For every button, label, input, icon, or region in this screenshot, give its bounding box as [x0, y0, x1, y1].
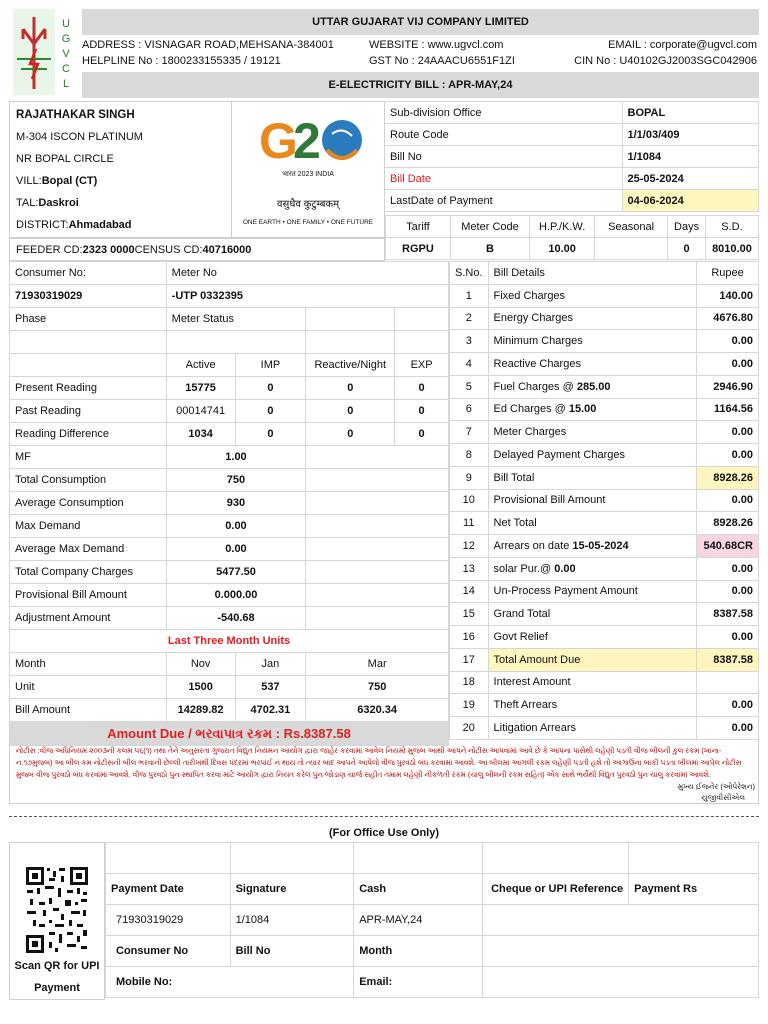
bill-row-number: 17	[450, 648, 489, 671]
reading-value: 0	[306, 400, 395, 423]
bill-row-amount: 0.00	[697, 694, 759, 717]
office-row	[385, 190, 759, 212]
bill-row-label-text: solar Pur.@	[493, 562, 555, 575]
bill-row-number: 18	[450, 671, 489, 694]
bill-row	[450, 603, 759, 626]
payment-rs-label: Payment Rs	[629, 874, 759, 905]
company-name: UTTAR GUJARAT VIJ COMPANY LIMITED	[312, 16, 529, 28]
bill-row-label-text: Theft Arrears	[493, 699, 558, 712]
bill-row-amount: 0.00	[697, 489, 759, 512]
bill-row-label	[488, 398, 697, 421]
summary-value: 0.00	[166, 515, 306, 538]
reading-value: 0	[235, 423, 306, 446]
office-row-label: Sub-division Office	[385, 102, 622, 124]
g20-motto-hindi: वसुधैव कुटुम्बकम्	[276, 199, 340, 210]
bill-row-amount: 8387.58	[697, 603, 759, 626]
bill-row-number: 14	[450, 580, 489, 603]
cheque-upi-label: Cheque or UPI Reference	[483, 874, 629, 905]
company-website[interactable]: WEBSITE : www.ugvcl.com	[369, 39, 504, 51]
tariff-value	[595, 238, 668, 260]
bill-row-label	[488, 375, 697, 398]
gst-number: GST No : 24AAACU6551F1ZI	[369, 55, 515, 67]
mobile-label: Mobile No:	[106, 967, 354, 998]
bill-row-number: 10	[450, 489, 489, 512]
reading-value: 0	[306, 423, 395, 446]
office-details-table	[385, 101, 759, 212]
customer-village: VILL:Bopal (CT)	[16, 175, 98, 187]
summary-value: 5477.50	[166, 561, 306, 584]
bill-row-label-text: Delayed Payment Charges	[493, 448, 625, 461]
bill-row-label-text: Minimum Charges	[493, 335, 583, 348]
reading-value: 00014741	[166, 400, 235, 423]
notice-signatory: મુખ્ય ઈજનેર (ઓપેરેશન)	[677, 782, 755, 791]
customer-address-2: NR BOPAL CIRCLE	[16, 153, 114, 165]
tariff-table	[385, 215, 759, 260]
office-row	[385, 146, 759, 168]
bill-row-amount: 0.00	[697, 580, 759, 603]
office-row	[385, 168, 759, 190]
bill-row-label	[488, 535, 697, 558]
bill-row	[450, 489, 759, 512]
office-row-value: 1/1084	[622, 146, 759, 168]
meter-row	[10, 377, 449, 400]
bill-row-label	[488, 717, 697, 740]
bill-row-label-text: Ed Charges @	[493, 403, 569, 416]
tariff-header: Meter Code	[450, 216, 529, 238]
bill-row-label-text: Total Amount Due	[493, 653, 581, 666]
cut-line	[9, 816, 759, 817]
amount-due-banner: Amount Due / ભરવાપાત્ર રકમ : Rs.8387.58	[10, 722, 449, 746]
office-row-label: Bill Date	[385, 168, 622, 190]
bill-row-amount: 8928.26	[697, 466, 759, 489]
meter-row	[10, 607, 449, 630]
bill-row	[450, 466, 759, 489]
meter-row	[10, 676, 449, 699]
qr-label-1: Scan QR for UPI	[14, 960, 100, 972]
bill-row-label	[488, 694, 697, 717]
bill-row-rate: 15-05-2024	[572, 539, 629, 552]
bill-row-number: 8	[450, 444, 489, 467]
office-consumer-no: 71930319029	[106, 905, 231, 936]
meter-row	[10, 469, 449, 492]
bill-row-label-text: Provisional Bill Amount	[493, 494, 606, 507]
month-name: Mar	[306, 653, 449, 676]
office-row-value: 1/1/03/409	[622, 124, 759, 146]
payment-date-label: Payment Date	[106, 874, 231, 905]
consumer-no-label: Consumer No:	[10, 262, 167, 285]
bill-row-amount	[697, 671, 759, 694]
bill-row-label	[488, 580, 697, 603]
phase-label: Phase	[10, 308, 167, 331]
bill-row-number: 4	[450, 353, 489, 376]
bill-row-number: 19	[450, 694, 489, 717]
reading-header: IMP	[235, 354, 306, 377]
bill-header: Bill Details	[488, 262, 697, 285]
reading-value: 0	[395, 400, 449, 423]
tariff-value: 8010.00	[705, 238, 758, 260]
bill-row-label	[488, 353, 697, 376]
notice-box	[9, 740, 759, 804]
bill-row	[450, 444, 759, 467]
meter-table	[9, 261, 449, 746]
bill-title: E-ELECTRICITY BILL : APR-MAY,24	[328, 79, 513, 91]
bill-row	[450, 307, 759, 330]
tariff-header: S.D.	[705, 216, 758, 238]
summary-label: Total Consumption	[10, 469, 167, 492]
meter-row	[10, 561, 449, 584]
bill-row-label-text: Net Total	[493, 517, 537, 530]
office-row-label: Route Code	[385, 124, 622, 146]
bill-row-label	[488, 284, 697, 307]
reading-value: 0	[306, 377, 395, 400]
qr-label-2: Payment	[34, 982, 80, 994]
office-row-label: LastDate of Payment	[385, 190, 622, 212]
meter-row	[10, 584, 449, 607]
company-address: ADDRESS : VISNAGAR ROAD,MEHSANA-384001	[82, 39, 334, 51]
bill-row-label	[488, 512, 697, 535]
bill-details-table	[449, 261, 759, 740]
meter-row	[10, 630, 449, 653]
reading-label: Past Reading	[10, 400, 167, 423]
bill-no-label: Bill No	[230, 936, 354, 967]
bill-row-label	[488, 557, 697, 580]
bill-row	[450, 557, 759, 580]
reading-label: Reading Difference	[10, 423, 167, 446]
bill-row-label	[488, 603, 697, 626]
summary-label: Average Consumption	[10, 492, 167, 515]
bill-row-rate: 285.00	[576, 380, 611, 393]
bill-row-number: 2	[450, 307, 489, 330]
customer-address-1: M-304 ISCON PLATINUM	[16, 131, 143, 143]
summary-value: 1.00	[166, 446, 306, 469]
reading-label: Present Reading	[10, 377, 167, 400]
bill-row-label-text: Reactive Charges	[493, 357, 581, 370]
summary-label: MF	[10, 446, 167, 469]
bill-row	[450, 717, 759, 740]
bill-row-amount: 0.00	[697, 330, 759, 353]
bill-row-label	[488, 626, 697, 649]
office-row-value: 25-05-2024	[622, 168, 759, 190]
bill-row-amount: 2946.90	[697, 375, 759, 398]
summary-label: Average Max Demand	[10, 538, 167, 561]
reading-header: Active	[166, 354, 235, 377]
tariff-value: 0	[668, 238, 706, 260]
meter-row	[10, 262, 449, 285]
bill-header: Rupee	[697, 262, 759, 285]
helpline: HELPLINE No : 1800233155335 / 19121	[82, 55, 281, 67]
tariff-header: Tariff	[386, 216, 451, 238]
month-unit: 537	[235, 676, 306, 699]
g20-motto: ONE EARTH • ONE FAMILY • ONE FUTURE	[242, 219, 374, 226]
customer-district: DISTRICT:Ahmadabad	[16, 219, 132, 231]
g20-sub: भारत 2023 INDIA	[282, 171, 334, 178]
svg-text:G: G	[259, 113, 298, 166]
bill-row-label-text: Un-Process Payment Amount	[493, 585, 638, 598]
office-row-label: Bill No	[385, 146, 622, 168]
bill-amount-label: Bill Amount	[10, 699, 167, 722]
month-bill-amount: 4702.31	[235, 699, 306, 722]
bill-row-label-text: Govt Relief	[493, 630, 548, 643]
bill-row	[450, 580, 759, 603]
bill-row-label	[488, 421, 697, 444]
bill-row-label	[488, 307, 697, 330]
bill-row-label-text: Arrears on date	[493, 539, 573, 552]
bill-row	[450, 421, 759, 444]
summary-label: Total Company Charges	[10, 561, 167, 584]
month-name: Jan	[235, 653, 306, 676]
meter-row	[10, 446, 449, 469]
meter-row	[10, 492, 449, 515]
bill-row-label	[488, 648, 697, 671]
office-row-value: 04-06-2024	[622, 190, 759, 212]
summary-value: 930	[166, 492, 306, 515]
reading-header: EXP	[395, 354, 449, 377]
month-unit: 750	[306, 676, 449, 699]
summary-value: 0.00	[166, 538, 306, 561]
signature-label: Signature	[230, 874, 354, 905]
tariff-value: 10.00	[530, 238, 595, 260]
bill-row-amount: 0.00	[697, 444, 759, 467]
office-bill-no: 1/1084	[230, 905, 354, 936]
bill-row-amount: 0.00	[697, 353, 759, 376]
bill-row-amount: 540.68CR	[697, 535, 759, 558]
office-row	[385, 124, 759, 146]
office-month: APR-MAY,24	[354, 905, 483, 936]
svg-text:2: 2	[293, 113, 321, 166]
reading-value: 0	[235, 400, 306, 423]
reading-value: 15775	[166, 377, 235, 400]
bill-row	[450, 353, 759, 376]
bill-row-number: 6	[450, 398, 489, 421]
bill-row-amount: 8928.26	[697, 512, 759, 535]
summary-value: 0.000.00	[166, 584, 306, 607]
bill-row-label	[488, 466, 697, 489]
summary-value: -540.68	[166, 607, 306, 630]
bill-row-number: 1	[450, 284, 489, 307]
bill-row	[450, 375, 759, 398]
bill-row	[450, 398, 759, 421]
reading-value: 0	[235, 377, 306, 400]
bill-row	[450, 535, 759, 558]
bill-row-number: 11	[450, 512, 489, 535]
bill-row-label-text: Bill Total	[493, 471, 535, 484]
reading-value: 0	[395, 423, 449, 446]
meter-row	[10, 423, 449, 446]
bill-header-row	[450, 262, 759, 285]
reading-value: 1034	[166, 423, 235, 446]
bill-row-number: 9	[450, 466, 489, 489]
bill-row-amount: 0.00	[697, 717, 759, 740]
meter-row	[10, 538, 449, 561]
bill-row	[450, 512, 759, 535]
bill-row-rate: 0.00	[554, 562, 576, 575]
bill-row-label-text: Fuel Charges @	[493, 380, 577, 393]
three-month-title: Last Three Month Units	[10, 630, 449, 653]
bill-row-amount: 0.00	[697, 421, 759, 444]
email-label: Email:	[354, 967, 483, 998]
cash-label: Cash	[354, 874, 483, 905]
meter-no-label: Meter No	[166, 262, 448, 285]
bill-row-label-text: Fixed Charges	[493, 289, 566, 302]
meter-row	[10, 331, 449, 354]
feeder-line: FEEDER CD:2323 0000CENSUS CD:40716000	[16, 244, 252, 256]
office-use-title: (For Office Use Only)	[328, 827, 440, 839]
meter-row	[10, 354, 449, 377]
bill-row-label	[488, 330, 697, 353]
month-bill-amount: 6320.34	[306, 699, 449, 722]
customer-name: RAJATHAKAR SINGH	[16, 109, 135, 121]
bill-row-label	[488, 489, 697, 512]
meter-row	[10, 515, 449, 538]
upi-qr-code-icon[interactable]	[11, 866, 103, 954]
summary-label: Provisional Bill Amount	[10, 584, 167, 607]
meter-row	[10, 653, 449, 676]
month-label: Month	[10, 653, 167, 676]
tariff-header: Seasonal	[595, 216, 668, 238]
bill-row	[450, 330, 759, 353]
bill-row	[450, 671, 759, 694]
tariff-value: RGPU	[386, 238, 451, 260]
bill-row	[450, 648, 759, 671]
bill-row-label	[488, 671, 697, 694]
bill-row-number: 7	[450, 421, 489, 444]
tariff-header: H.P./K.W.	[530, 216, 595, 238]
bill-row-number: 16	[450, 626, 489, 649]
tariff-value: B	[450, 238, 529, 260]
meter-row	[10, 285, 449, 308]
company-email[interactable]: EMAIL : corporate@ugvcl.com	[608, 39, 757, 51]
bill-header: S.No.	[450, 262, 489, 285]
bill-row	[450, 694, 759, 717]
bill-row-label	[488, 444, 697, 467]
office-row-value: BOPAL	[622, 102, 759, 124]
logo-letters: U G V C L	[61, 18, 71, 90]
bill-row-label-text: Litigation Arrears	[493, 721, 577, 734]
bill-row-label-text: Grand Total	[493, 608, 551, 621]
bill-row-label-text: Meter Charges	[493, 426, 567, 439]
reading-value: 0	[395, 377, 449, 400]
tariff-header: Days	[668, 216, 706, 238]
office-use-table	[105, 842, 759, 998]
month-name: Nov	[166, 653, 235, 676]
bill-row-amount: 0.00	[697, 626, 759, 649]
month-bill-amount: 14289.82	[166, 699, 235, 722]
meter-row	[10, 699, 449, 722]
month-label: Month	[354, 936, 483, 967]
bill-row-number: 15	[450, 603, 489, 626]
office-row	[385, 102, 759, 124]
bill-row-rate: 15.00	[568, 403, 597, 416]
bill-row-number: 3	[450, 330, 489, 353]
bill-row-label-text: Energy Charges	[493, 312, 574, 325]
meter-status-label: Meter Status	[166, 308, 306, 331]
reading-header: Reactive/Night	[306, 354, 395, 377]
bill-row-number: 5	[450, 375, 489, 398]
notice-company: યુજીવીસીએલ	[701, 793, 745, 802]
bill-row-amount: 140.00	[697, 284, 759, 307]
month-unit: 1500	[166, 676, 235, 699]
bill-row-number: 20	[450, 717, 489, 740]
summary-label: Adjustment Amount	[10, 607, 167, 630]
ugvcl-logo-icon	[13, 9, 55, 95]
disconnection-notice: નોટીસ :વીજ અધિનિયમ ૨૦૦૩ની કલમ ૫૬(૧) તથા તેને અનુસરતા ગુજરાત વિદ્યુત નિયમન આયોગ દ્વારા જાહેર કરવામાં આવેલ નિયમો મુજબ આથી આપને નોટીસ આપવામાં આવે છે કે આપના પાસેથી લહેણી પડતી વીજ બીલની કુલ રકમ (ખાના-ન.૧૭મુજબ) આ બીલ કમ નોટીસની બીલ ભરવાની છેલ્લી તારીખથી દિવસ પંદરમાં ભરપાઈ ન થાય તો ત્યાર બાદ આપને આપેલો વીજ પુરવઠો બંધ કરવામાં આવશે. આ બીલમાં આગલી રકમ લહેણી પડતી હશે તો આગાઉના બાકી પડતા બીલમાં આપેલ નોટીસ મુજબ વીજ પુરવઠો બંધ કરવામાં આવશે. વીજ પુરવઠો પુનઃસ્થાપિત કરવા માટે આયોગ દ્વારા નિયત કરેલ પુનઃજોડાણ ચાર્જ સહીત તમામ લહેણી નીકળતી રકમ (ચાલુ બીલની રકમ સહિત) એક સાથે ભર્યેથી વિદ્યુત પુરવઠો પુનઃચાલુ કરવામાં આવશે.	[16, 746, 742, 779]
consumer-no-label: Consumer No	[106, 936, 231, 967]
bill-row-number: 12	[450, 535, 489, 558]
bill-row-number: 13	[450, 557, 489, 580]
logo-box	[9, 7, 77, 97]
meter-row	[10, 308, 449, 331]
meter-row	[10, 400, 449, 423]
cin-number: CIN No : U40102GJ2003SGC042906	[574, 55, 757, 67]
bill-row-label-text: Interest Amount	[493, 676, 571, 689]
consumer-no: 71930319029	[10, 285, 167, 308]
meter-no: -UTP 0332395	[166, 285, 448, 308]
bill-row-amount: 8387.58	[697, 648, 759, 671]
customer-taluka: TAL:Daskroi	[16, 197, 79, 209]
summary-label: Max Demand	[10, 515, 167, 538]
g20-logo-icon	[257, 106, 367, 166]
bill-row-amount: 4676.80	[697, 307, 759, 330]
unit-label: Unit	[10, 676, 167, 699]
summary-value: 750	[166, 469, 306, 492]
bill-row-amount: 0.00	[697, 557, 759, 580]
bill-row-amount: 1164.56	[697, 398, 759, 421]
bill-row	[450, 284, 759, 307]
bill-row	[450, 626, 759, 649]
